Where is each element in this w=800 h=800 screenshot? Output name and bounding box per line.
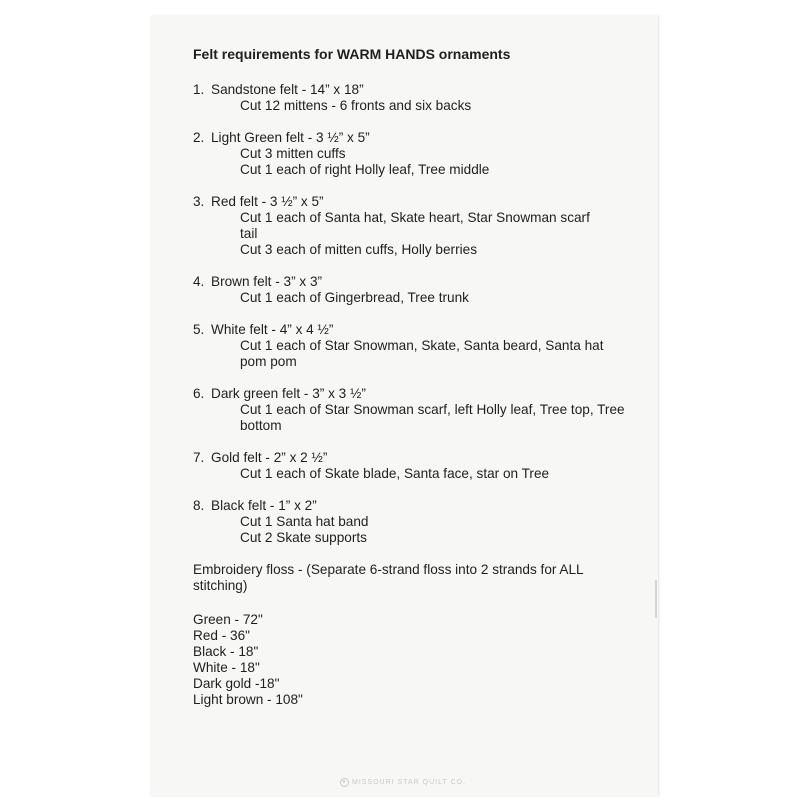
floss-line: Green - 72"	[193, 612, 263, 627]
floss-line: Red - 36"	[193, 628, 250, 643]
item-number: 6.	[193, 386, 205, 401]
item-heading: Sandstone felt - 14” x 18”	[211, 82, 364, 97]
floss-line: Black - 18"	[193, 644, 259, 659]
floss-list	[193, 612, 653, 708]
cut-line: Cut 2 Skate supports	[240, 530, 367, 545]
item-number: 2.	[193, 130, 205, 145]
cut-line: Cut 1 Santa hat band	[240, 514, 369, 529]
felt-item-5	[193, 322, 653, 370]
cut-line: Cut 3 each of mitten cuffs, Holly berries	[240, 242, 477, 257]
felt-item-2	[193, 130, 653, 178]
floss-line: White - 18"	[193, 660, 260, 675]
watermark-text: MISSOURI STAR QUILT CO.	[352, 779, 467, 786]
sheet-title: Felt requirements for WARM HANDS ornaments	[193, 46, 511, 62]
felt-item-1	[193, 82, 653, 114]
cut-line: Cut 3 mitten cuffs	[240, 146, 346, 161]
floss-line: Light brown - 108"	[193, 692, 303, 707]
item-heading: White felt - 4” x 4 ½”	[211, 322, 334, 337]
felt-item-4	[193, 274, 653, 306]
floss-intro: Embroidery floss - (Separate 6-strand floss into 2 strands for ALL stitching)	[193, 562, 584, 593]
item-heading: Black felt - 1” x 2”	[211, 498, 317, 513]
watermark	[340, 778, 466, 787]
item-number: 3.	[193, 194, 205, 209]
item-heading: Gold felt - 2” x 2 ½”	[211, 450, 328, 465]
item-number: 5.	[193, 322, 205, 337]
item-heading: Red felt - 3 ½” x 5”	[211, 194, 324, 209]
felt-item-6	[193, 386, 653, 434]
item-number: 4.	[193, 274, 205, 289]
cut-line: Cut 1 each of right Holly leaf, Tree middle	[240, 162, 490, 177]
item-heading: Brown felt - 3” x 3”	[211, 274, 323, 289]
item-number: 7.	[193, 450, 205, 465]
item-number: 8.	[193, 498, 205, 513]
cut-line: Cut 1 each of Skate blade, Santa face, star on Tree	[240, 466, 550, 481]
cut-line: Cut 1 each of Star Snowman scarf, left Holly leaf, Tree top, Tree bottom	[240, 402, 625, 433]
page-crease	[655, 580, 657, 618]
cut-line: Cut 1 each of Gingerbread, Tree trunk	[240, 290, 469, 305]
felt-list	[193, 82, 653, 546]
star-icon: ★	[341, 779, 348, 785]
felt-item-8	[193, 498, 653, 546]
cut-line: Cut 1 each of Star Snowman, Skate, Santa beard, Santa hat pom pom	[240, 338, 604, 369]
floss-line: Dark gold -18"	[193, 676, 280, 691]
item-heading: Light Green felt - 3 ½” x 5”	[211, 130, 370, 145]
felt-item-7	[193, 450, 653, 482]
cut-line: Cut 12 mittens - 6 fronts and six backs	[240, 98, 472, 113]
felt-item-3	[193, 194, 653, 258]
sheet-content	[193, 46, 653, 708]
item-heading: Dark green felt - 3” x 3 ½”	[211, 386, 366, 401]
cut-line: Cut 1 each of Santa hat, Skate heart, Star Snowman scarf tail	[240, 210, 590, 241]
item-number: 1.	[193, 82, 205, 97]
